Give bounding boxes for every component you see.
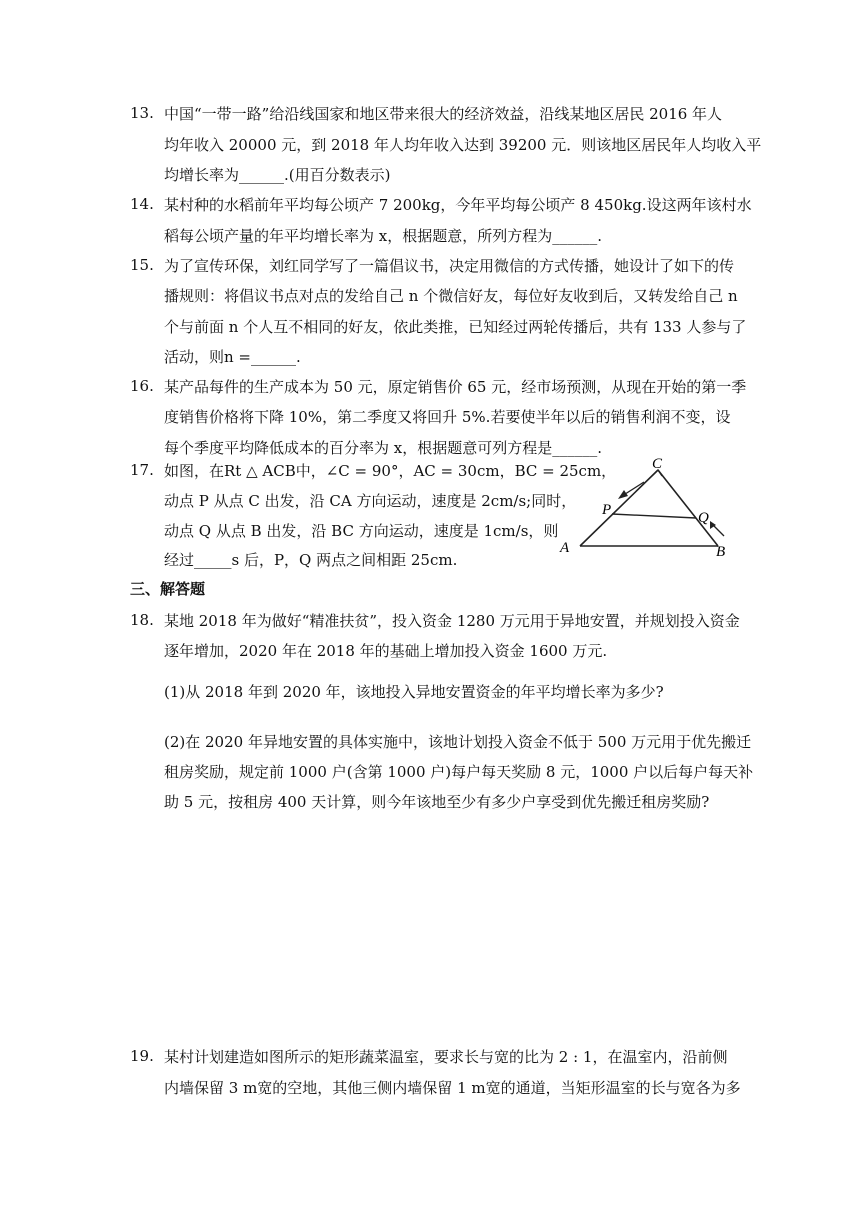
question-number: 18. — [130, 611, 154, 629]
label-p: P — [602, 502, 612, 518]
section-heading: 三、解答题 — [130, 580, 206, 598]
question-18-part-2-line: (2)在 2020 年异地安置的具体实施中，该地计划投入资金不低于 500 万元用于优先搬迁 — [164, 733, 752, 751]
question-text-line: 播规则：将倡议书点对点的发给自己 n 个微信好友，每位好友收到后，又转发给自己 n — [164, 287, 738, 305]
label-c: C — [652, 458, 663, 472]
question-number: 14. — [130, 195, 154, 213]
question-18-part-2-line: 助 5 元，按租房 400 天计算，则今年该地至少有多少户享受到优先搬迁租房奖励? — [164, 793, 710, 811]
segment-pq — [612, 514, 696, 518]
question-text-line: 均增长率为______.(用百分数表示) — [164, 166, 391, 184]
question-text-line: 中国“一带一路”给沿线国家和地区带来很大的经济效益，沿线某地区居民 2016 年人 — [164, 105, 723, 123]
question-number: 13. — [130, 104, 154, 122]
question-text-line: 个与前面 n 个人互不相同的好友，依此类推，已知经过两轮传播后，共有 133 人参与了 — [164, 318, 747, 336]
side-cb — [658, 470, 718, 546]
arrow-p-head — [618, 490, 628, 499]
question-text-line: 动点 Q 从点 B 出发，沿 BC 方向运动，速度是 1cm/s，则 — [164, 522, 559, 540]
question-text-line: 活动，则n =______. — [164, 348, 301, 366]
question-text-line: 某地 2018 年为做好“精准扶贫”，投入资金 1280 万元用于异地安置，并规划投入资金 — [164, 612, 740, 630]
question-text-line: 每个季度平均降低成本的百分率为 x，根据题意可列方程是______. — [164, 439, 602, 457]
label-b: B — [716, 544, 726, 558]
question-text-line: 某产品每件的生产成本为 50 元，原定销售价 65 元，经市场预测，从现在开始的第一季 — [164, 378, 747, 396]
question-text-line: 动点 P 从点 C 出发，沿 CA 方向运动，速度是 2cm/s;同时， — [164, 492, 577, 510]
question-text-line: 如图，在Rt △ ACB中，∠C = 90°，AC = 30cm，BC = 25cm， — [164, 462, 617, 480]
question-number: 19. — [130, 1047, 154, 1065]
question-text-line: 某村计划建造如图所示的矩形蔬菜温室，要求长与宽的比为 2 : 1，在温室内，沿前侧 — [164, 1048, 728, 1066]
question-text-line: 度销售价格将下降 10%，第二季度又将回升 5%.若要使半年以后的销售利润不变，设 — [164, 408, 731, 426]
question-number: 15. — [130, 256, 154, 274]
triangle-figure — [556, 458, 736, 558]
question-18-part-2-line: 租房奖励，规定前 1000 户(含第 1000 户)每户每天奖励 8 元，1000 户以后每户每天补 — [164, 763, 754, 781]
question-number: 16. — [130, 377, 154, 395]
question-18-part-1: (1)从 2018 年到 2020 年，该地投入异地安置资金的年平均增长率为多少? — [164, 683, 664, 701]
label-a: A — [560, 540, 570, 556]
question-text-line: 为了宣传环保，刘红同学写了一篇倡议书，决定用微信的方式传播，她设计了如下的传 — [164, 257, 735, 275]
question-text-line: 均年收入 20000 元，到 2018 年人均年收入达到 39200 元．则该地区居民年人均收入平 — [164, 136, 762, 154]
question-text-line: 稻每公顷产量的年平均增长率为 x，根据题意，所列方程为______. — [164, 227, 602, 245]
question-text-line: 逐年增加，2020 年在 2018 年的基础上增加投入资金 1600 万元. — [164, 642, 608, 660]
question-text-line: 某村种的水稻前年平均每公顷产 7 200kg，今年平均每公顷产 8 450kg.设这两年该村水 — [164, 196, 752, 214]
side-ac — [580, 470, 658, 546]
question-text-line: 经过_____s 后，P，Q 两点之间相距 25cm. — [164, 551, 458, 569]
question-number: 17. — [130, 461, 154, 479]
label-q: Q — [698, 510, 709, 526]
question-text-line: 内墙保留 3 m宽的空地，其他三侧内墙保留 1 m宽的通道，当矩形温室的长与宽各为多 — [164, 1079, 741, 1097]
